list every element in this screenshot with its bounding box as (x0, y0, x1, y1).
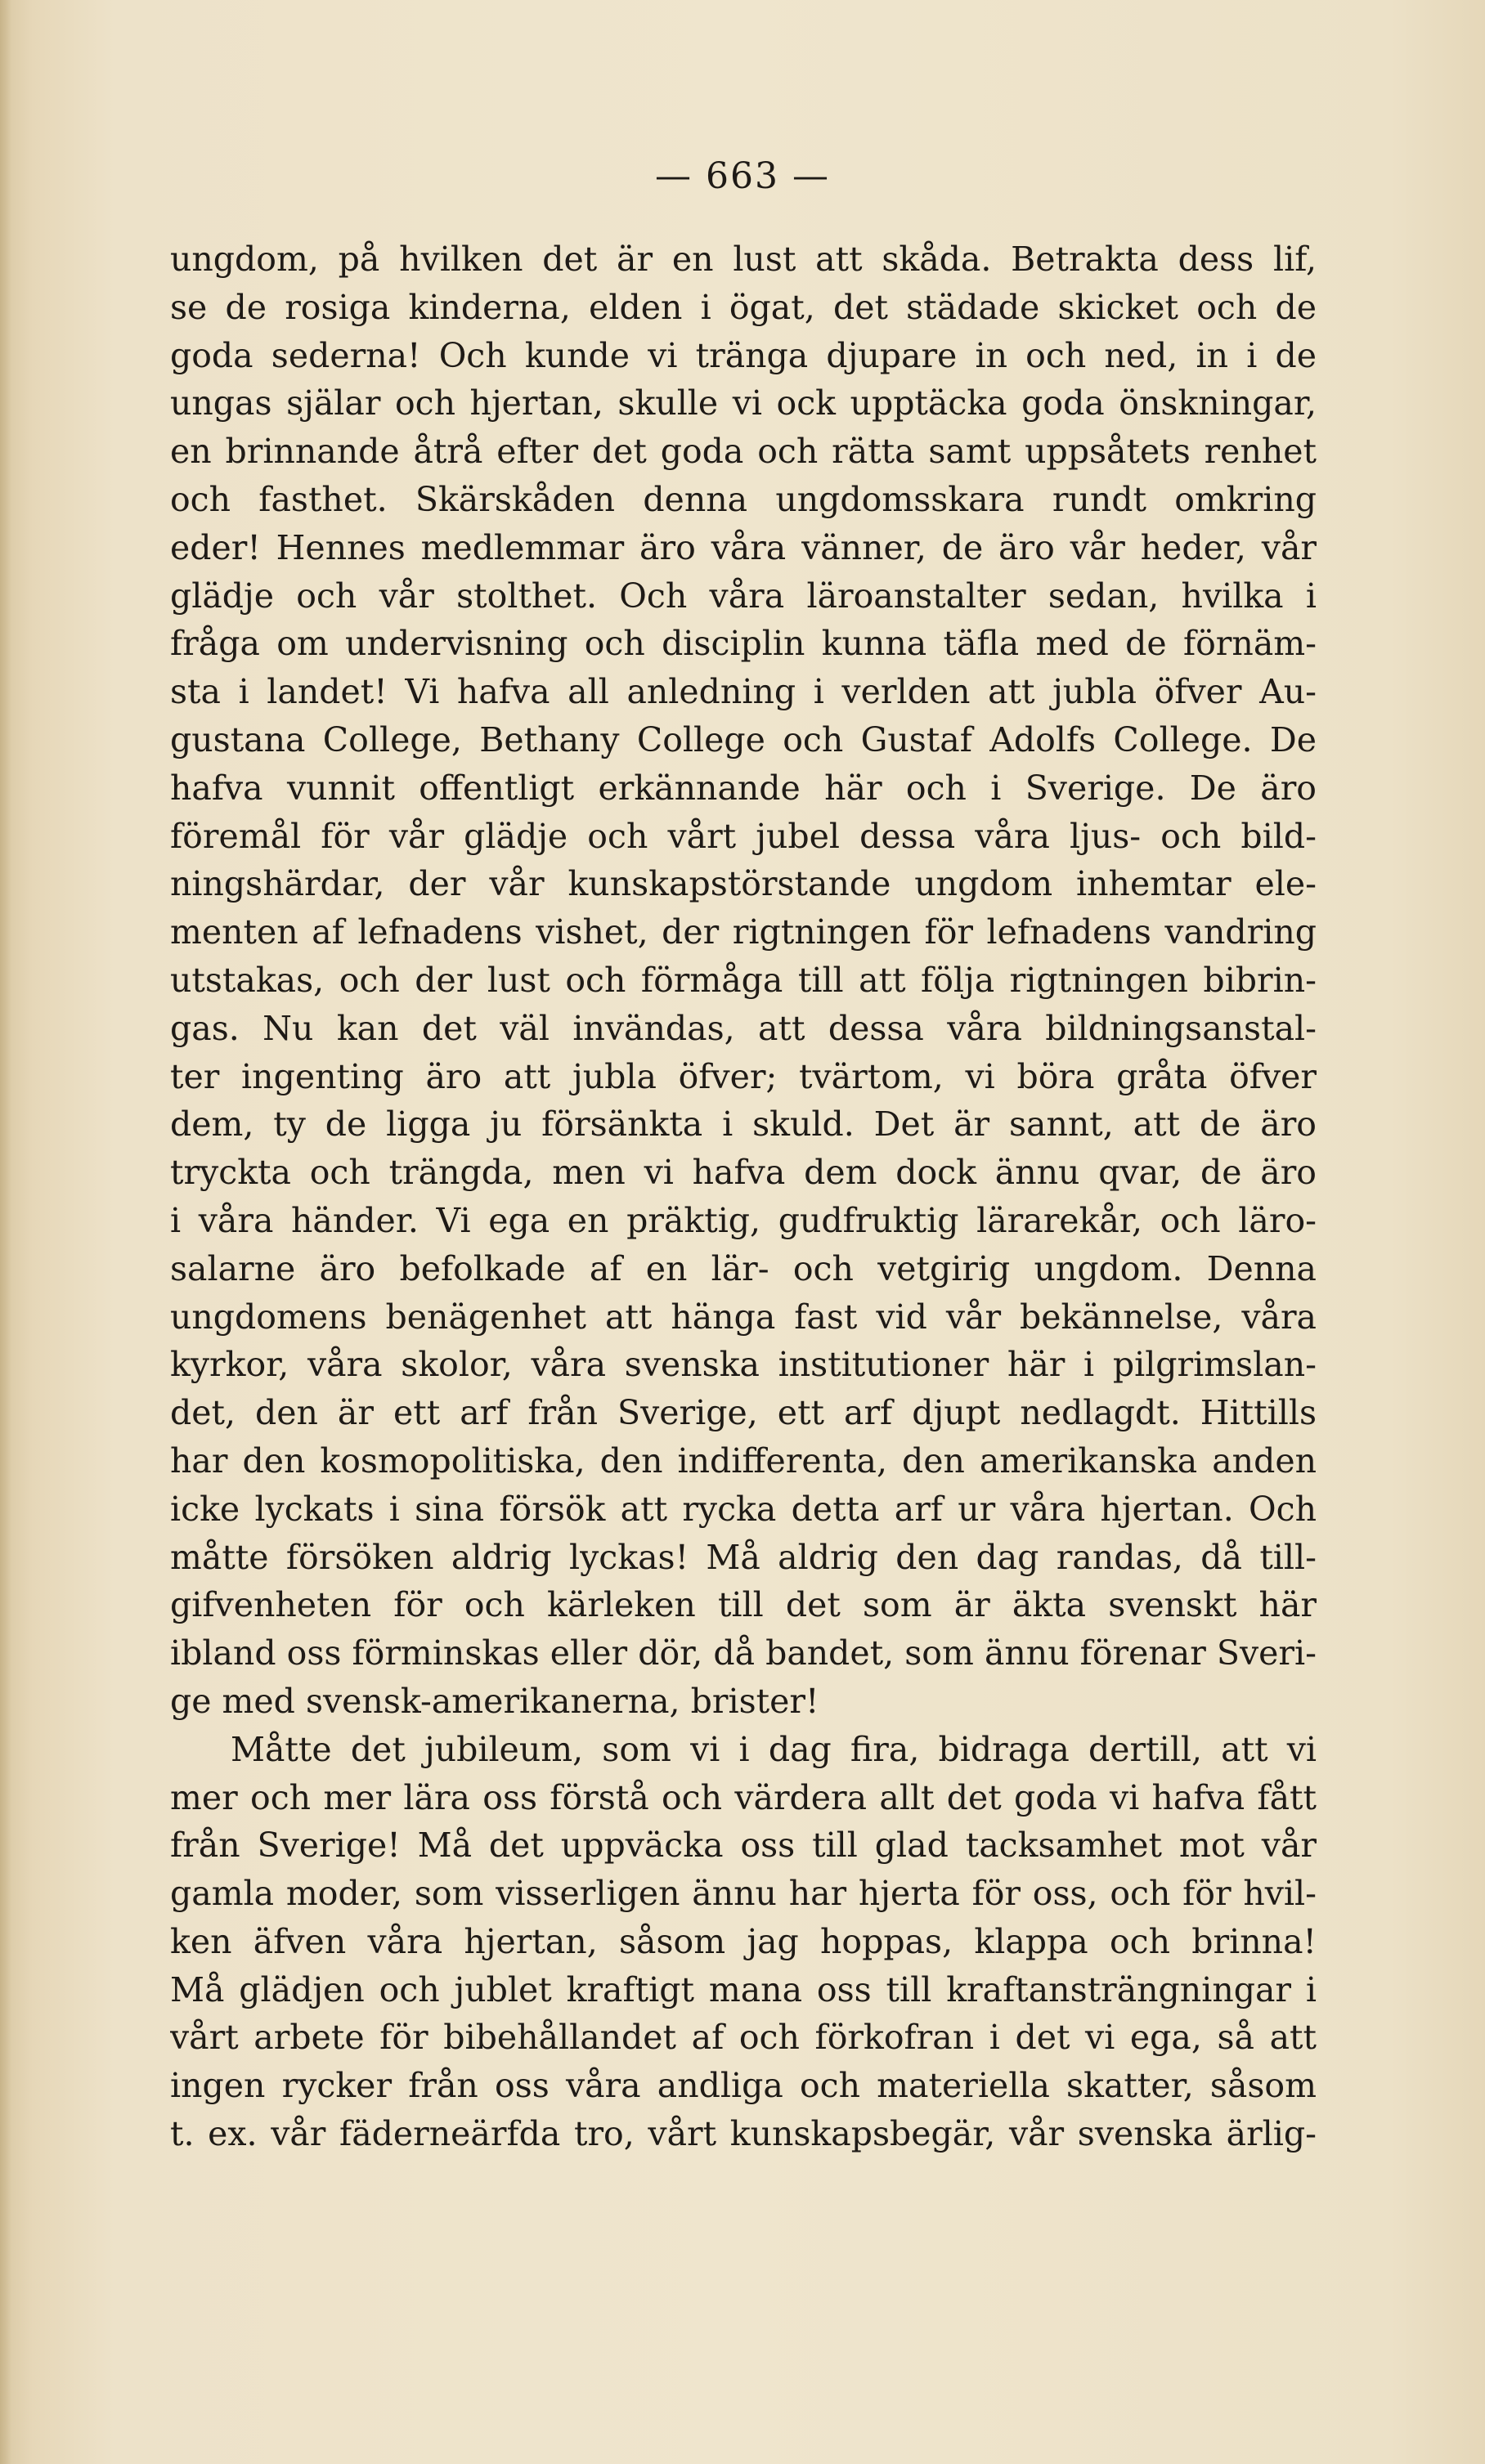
text-line: föremål för vår glädje och vårt jubel dessa våra ljus- och bild- (170, 816, 1317, 856)
text-line: ungas själar och hjertan, skulle vi ock upptäcka goda önskningar, (170, 383, 1317, 423)
text-line: gamla moder, som visserligen ännu har hjerta för oss, och för hvil- (170, 1874, 1317, 1914)
text-line: Må glädjen och jublet kraftigt mana oss till kraftansträngningar i (170, 1969, 1317, 2009)
text-line: ingen rycker från oss våra andliga och materiella skatter, såsom (170, 2066, 1317, 2106)
text-line: goda sederna! Och kunde vi tränga djupare in och ned, in i de (170, 335, 1317, 375)
text-line: mer och mer lära oss förstå och värdera allt det goda vi hafva fått (170, 1777, 1317, 1817)
text-line: vårt arbete för bibehållandet af och förkofran i det vi ega, så att (170, 2018, 1317, 2058)
paragraph-1 (170, 235, 1317, 1726)
text-line: gas. Nu kan det väl invändas, att dessa våra bildningsanstal- (170, 1008, 1317, 1048)
text-line: ungdom, på hvilken det är en lust att skåda. Betrakta dess lif, (170, 240, 1317, 279)
text-line: gustana College, Bethany College och Gustaf Adolfs College. De (170, 719, 1317, 759)
text-line: och fasthet. Skärskåden denna ungdomsskara rundt omkring (170, 479, 1317, 519)
text-line: eder! Hennes medlemmar äro våra vänner, de äro vår heder, vår (170, 527, 1317, 567)
text-line: tryckta och trängda, men vi hafva dem dock ännu qvar, de äro (170, 1153, 1317, 1193)
page-number: — 663 — (655, 155, 830, 197)
text-line: Måtte det jubileum, som vi i dag fira, bidraga dertill, att vi (231, 1729, 1317, 1769)
text-line: i våra händer. Vi ega en präktig, gudfruktig lärarekår, och läro- (170, 1200, 1317, 1240)
text-line: måtte försöken aldrig lyckas! Må aldrig den dag randas, då till- (170, 1537, 1317, 1577)
text-line: sta i landet! Vi hafva all anledning i verlden att jubla öfver Au- (170, 672, 1317, 712)
paragraph-2 (170, 1726, 1317, 2158)
text-line: från Sverige! Må det uppväcka oss till glad tacksamhet mot vår (170, 1826, 1317, 1866)
text-line: det, den är ett arf från Sverige, ett arf djupt nedlagdt. Hittills (170, 1393, 1317, 1433)
text-line: utstakas, och der lust och förmåga till att följa rigtningen bibrin- (170, 960, 1317, 1000)
text-line: ibland oss förminskas eller dör, då bandet, som ännu förenar Sveri- (170, 1633, 1317, 1673)
text-line: menten af lefnadens vishet, der rigtningen för lefnadens vandring (170, 912, 1317, 952)
text-line: hafva vunnit offentligt erkännande här och i Sverige. De äro (170, 768, 1317, 808)
text-line: dem, ty de ligga ju försänkta i skuld. Det är sannt, att de äro (170, 1104, 1317, 1145)
text-line: fråga om undervisning och disciplin kunna täfla med de förnäm- (170, 624, 1317, 664)
text-line: ken äfven våra hjertan, såsom jag hoppas, klappa och brinna! (170, 1921, 1317, 1961)
text-line: ningshärdar, der vår kunskapstörstande ungdom inhemtar ele- (170, 864, 1317, 904)
text-line: ter ingenting äro att jubla öfver; tvärtom, vi böra gråta öfver (170, 1056, 1317, 1096)
text-line: glädje och vår stolthet. Och våra läroanstalter sedan, hvilka i (170, 576, 1317, 616)
text-line: en brinnande åtrå efter det goda och rätta samt uppsåtets renhet (170, 432, 1317, 472)
text-line: salarne äro befolkade af en lär- och vetgirig ungdom. Denna (170, 1248, 1317, 1288)
text-line: gifvenheten för och kärleken till det som är äkta svenskt här (170, 1585, 1317, 1625)
text-line: icke lyckats i sina försök att rycka detta arf ur våra hjertan. Och (170, 1489, 1317, 1529)
text-line: kyrkor, våra skolor, våra svenska institutioner här i pilgrimslan- (170, 1345, 1317, 1385)
text-line: har den kosmopolitiska, den indifferenta, den amerikanska anden (170, 1440, 1317, 1481)
body-text (170, 235, 1317, 2158)
text-line: ge med svensk-amerikanerna, brister! (170, 1681, 819, 1721)
page-edge-shadow (0, 0, 11, 2464)
text-line: t. ex. vår fäderneärfda tro, vårt kunskapsbegär, vår svenska ärlig- (170, 2114, 1317, 2154)
text-line: se de rosiga kinderna, elden i ögat, det städade skicket och de (170, 287, 1317, 327)
text-line: ungdomens benägenhet att hänga fast vid vår bekännelse, våra (170, 1297, 1317, 1337)
